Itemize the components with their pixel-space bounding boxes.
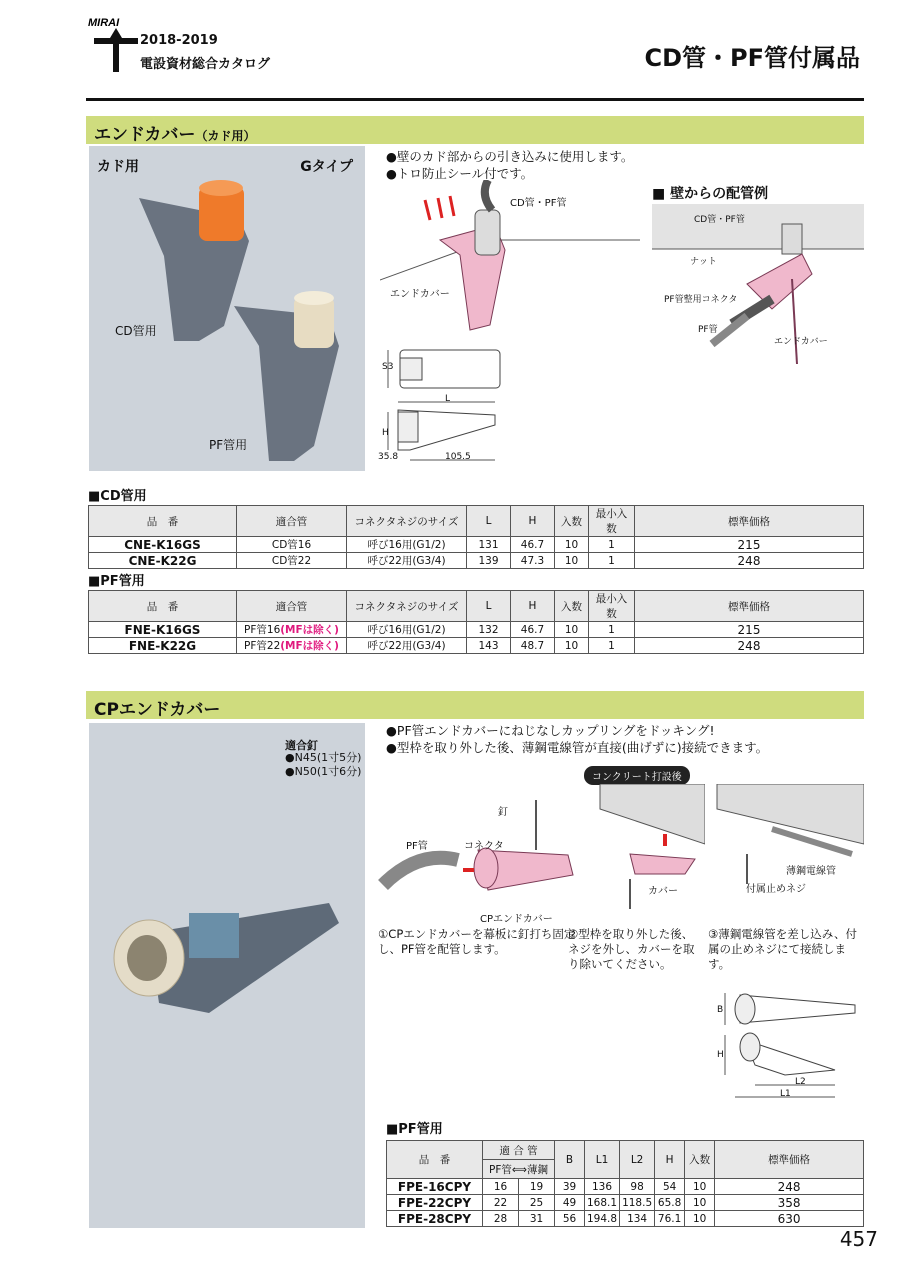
step3-caption: ③薄鋼電線管を差し込み、付属の止めネジにて接続します。 <box>708 927 857 971</box>
dim-b: B <box>717 1005 724 1015</box>
pf-spec-table <box>88 590 864 654</box>
catalog-year: 2018-2019 <box>140 33 218 48</box>
table-header-row: 品 番 適合管 コネクタネジのサイズ L H 入数 最小入数 標準価格 <box>89 506 864 537</box>
end-cover-bullets <box>386 148 633 182</box>
label-pf: PF管 <box>406 841 428 852</box>
cd-table-heading: ■CD管用 <box>88 489 147 504</box>
cp-bullets <box>386 722 768 756</box>
logo-text: MIRAI <box>88 17 120 29</box>
dim-l2: L2 <box>795 1077 806 1087</box>
cp-bullet-2: ●型枠を取り外した後、薄鋼電線管が直接(曲げずに)接続できます。 <box>386 740 769 755</box>
after-concrete-badge: コンクリート打設後 <box>584 766 690 785</box>
example-label-pipe: CD管・PF管 <box>694 215 745 225</box>
photo-label-gtype: Gタイプ <box>300 159 353 175</box>
cp-bullet-1: ●PF管エンドカバーにねじなしカップリングをドッキング! <box>386 723 715 738</box>
cd-spec-table <box>88 505 864 569</box>
diagram-label-cover: エンドカバー <box>390 289 450 300</box>
table-header-row: 品 番 適合管 コネクタネジのサイズ L H 入数 最小入数 標準価格 <box>89 591 864 622</box>
cp-cover-photo-illustration <box>89 893 365 1043</box>
page-title: CD管・PF管付属品 <box>644 44 860 72</box>
dim-h: H <box>382 428 389 438</box>
step1-caption: ①CPエンドカバーを幕板に釘打ち固定し、PF管を配管します。 <box>378 927 576 956</box>
page-number: 457 <box>839 1227 878 1251</box>
dim-35-8: 35.8 <box>378 452 399 462</box>
dim-l: L <box>445 394 451 404</box>
label-cp-cover: CPエンドカバー <box>480 914 553 925</box>
cp-spec-table <box>386 1140 864 1227</box>
cp-dimension-drawing <box>715 985 865 1105</box>
photo-label-kado: カド用 <box>97 159 139 175</box>
table-row: FNE-K22G PF管22(MFは除く) 呼び22用(G3/4) 143 48.7 10 1 248 <box>89 638 864 654</box>
dim-h2: H <box>717 1050 724 1060</box>
product-photo-end-cover <box>89 146 365 471</box>
photo-label-cd: CD管用 <box>115 324 157 338</box>
table-row: CNE-K22G CD管22 呼び22用(G3/4) 139 47.3 10 1 248 <box>89 553 864 569</box>
bullet-2: ●トロ防止シール付です。 <box>386 166 534 181</box>
label-steel-conduit: 薄鋼電線管 <box>786 866 836 877</box>
example-label-cover: エンドカバー <box>774 337 828 347</box>
table-row: FPE-28CPY 28 31 56 194.8 134 76.1 10 630 <box>387 1211 864 1227</box>
table-row: CNE-K16GS CD管16 呼び16用(G1/2) 131 46.7 10 1 215 <box>89 537 864 553</box>
example-label-connector: PF管整用コネクタ <box>664 295 738 305</box>
label-set-screw: 付属止めネジ <box>746 884 806 895</box>
bullet-1: ●壁のカド部からの引き込みに使用します。 <box>386 149 634 164</box>
label-nail: 釘 <box>498 807 508 818</box>
nail-title: 適合釘 <box>285 739 318 752</box>
table-subheader-row: PF管⟺薄鋼 <box>387 1160 864 1179</box>
diagram-label-pipe: CD管・PF管 <box>510 198 567 209</box>
catalog-name: 電設資材総合カタログ <box>140 57 271 72</box>
nail-list: ●N45(1寸5分) ●N50(1寸6分) <box>285 751 362 778</box>
table-row: FNE-K16GS PF管16(MFは除く) 呼び16用(G1/2) 132 46.7 10 1 215 <box>89 622 864 638</box>
label-cover: カバー <box>648 886 678 897</box>
wall-example-title: ■ 壁からの配管例 <box>652 186 769 202</box>
example-label-nut: ナット <box>690 257 717 267</box>
dim-s3: S3 <box>382 362 394 372</box>
cp-table-heading: ■PF管用 <box>386 1122 443 1137</box>
dim-105-5: 105.5 <box>445 452 471 462</box>
step2-caption: ②型枠を取り外した後、ネジを外し、カバーを取り除いてください。 <box>568 927 695 971</box>
table-row: FPE-22CPY 22 25 49 168.1 118.5 65.8 10 358 <box>387 1195 864 1211</box>
photo-label-pf: PF管用 <box>209 438 248 452</box>
header-rule <box>86 98 864 101</box>
mirai-logo <box>86 14 146 76</box>
pf-table-heading: ■PF管用 <box>88 574 145 589</box>
step1-diagram <box>378 790 578 920</box>
end-cover-photo-illustration <box>89 146 365 471</box>
example-label-pf: PF管 <box>698 325 718 335</box>
product-photo-cp-end-cover <box>89 723 365 1228</box>
section-title-end-cover: エンドカバー（カド用） <box>94 125 256 145</box>
table-header-row: 品 番 適 合 管 B L1 L2 H 入数 標準価格 <box>387 1141 864 1160</box>
label-connector: コネクタ <box>464 841 504 852</box>
wall-example-diagram <box>652 204 864 364</box>
table-row: FPE-16CPY 16 19 39 136 98 54 10 248 <box>387 1179 864 1195</box>
section-title-cp-end-cover: CPエンドカバー <box>94 700 221 720</box>
dim-l1: L1 <box>780 1089 791 1099</box>
